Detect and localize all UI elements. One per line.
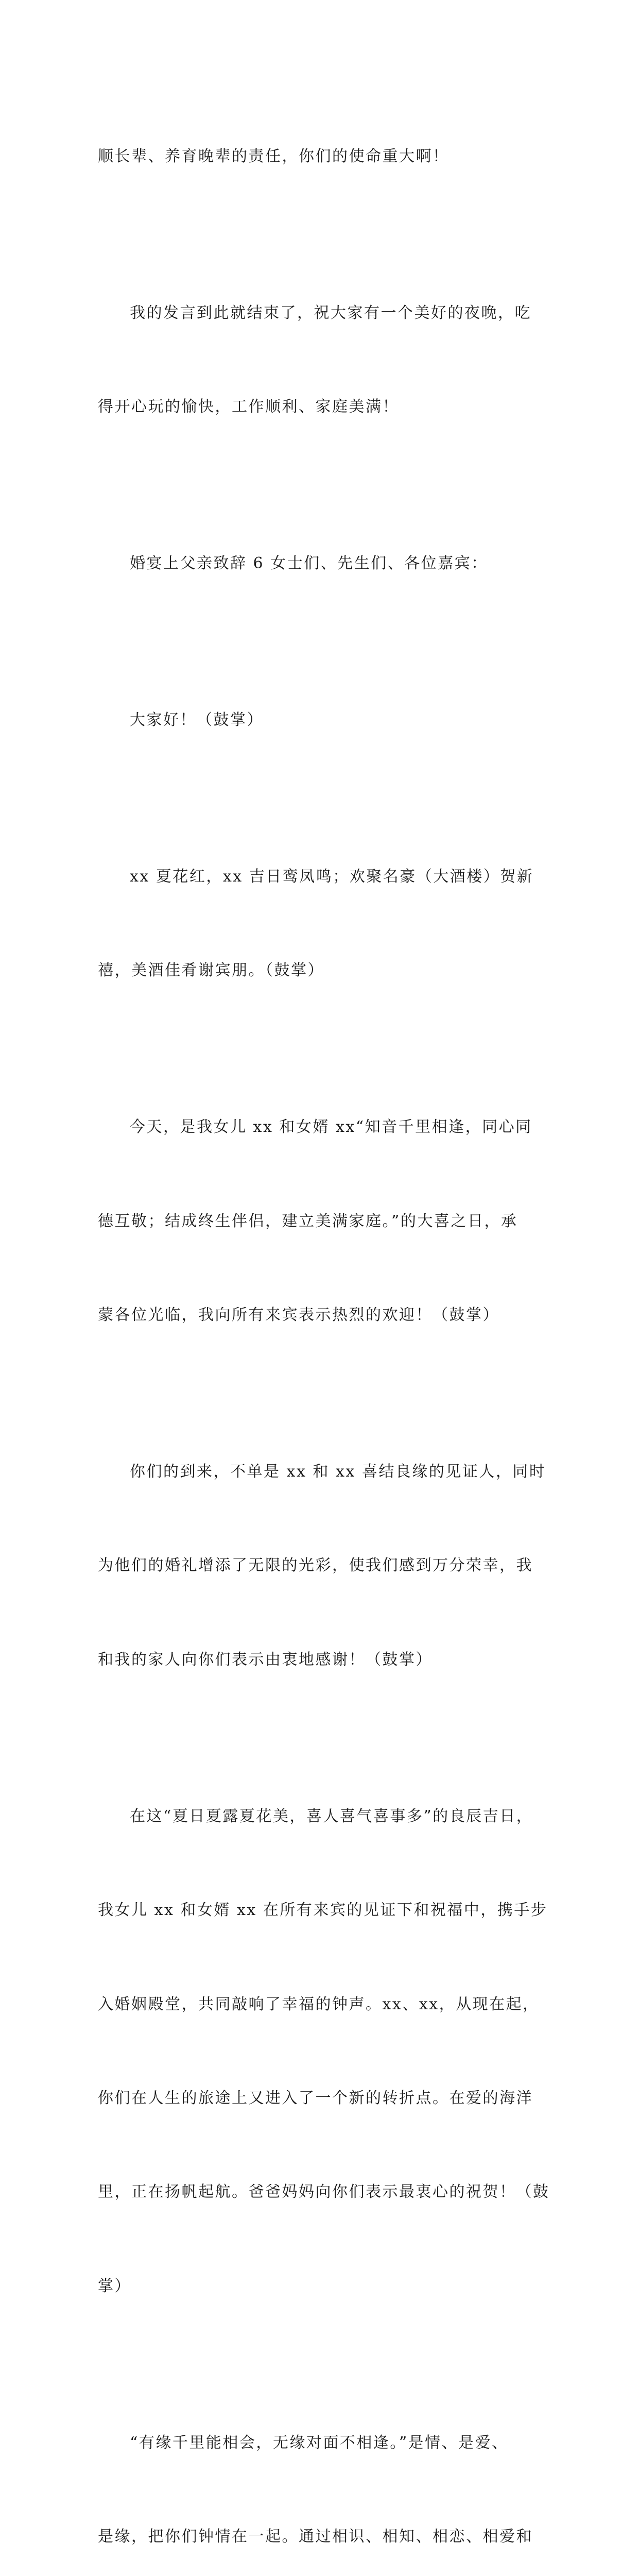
- text-line: 掌）: [98, 2277, 131, 2295]
- text-line: 入婚姻殿堂，共同敲响了幸福的钟声。xx、xx，从现在起，: [98, 1995, 540, 2013]
- paragraph: [98, 799, 539, 1049]
- text-line: 为他们的婚礼增添了无限的光彩，使我们感到万分荣幸，我: [98, 1556, 533, 1575]
- text-line: 蒙各位光临，我向所有来宾表示热烈的欢迎！（鼓掌）: [98, 1306, 499, 1325]
- paragraph: [98, 1738, 550, 2365]
- text-line: 德互敬；结成终生伴侣，建立美满家庭。”的大喜之日，承: [98, 1212, 518, 1230]
- text-line: 禧，美酒佳肴谢宾朋。（鼓掌）: [98, 961, 324, 980]
- text-line: 你们在人生的旅途上又进入了一个新的转折点。在爱的海洋: [98, 2089, 533, 2107]
- text-line: 你们的到来，不单是 xx 和 xx 喜结良缘的见证人，同时: [130, 1463, 546, 1481]
- paragraph: [98, 235, 539, 485]
- text-line: 里，正在扬帆起航。爸爸妈妈向你们表示最衷心的祝贺！（鼓: [98, 2183, 550, 2201]
- text-line: xx 夏花红，xx 吉日鸾凤鸣；欢聚名豪（大酒楼）贺新: [130, 867, 534, 886]
- text-line: 和我的家人向你们表示由衷地感谢！（鼓掌）: [98, 1650, 433, 1669]
- text-line: 婚宴上父亲致辞 6 女士们、先生们、各位嘉宾：: [130, 554, 488, 572]
- text-line: 大家好！（鼓掌）: [130, 710, 264, 729]
- text-line: 我女儿 xx 和女婿 xx 在所有来宾的见证下和祝福中，携手步: [98, 1901, 548, 1920]
- paragraph: [98, 642, 539, 799]
- paragraph: [98, 78, 539, 235]
- text-line: 在这“夏日夏露夏花美，喜人喜气喜事多”的良辰吉日，: [130, 1807, 533, 1825]
- text-line: “有缘千里能相会，无缘对面不相逢。”是情、是爱、: [130, 2433, 509, 2452]
- text-line: 顺长辈、养育晚辈的责任，你们的使命重大啊！: [98, 147, 450, 165]
- text-line: 是缘，把你们钟情在一起。通过相识、相知、相恋、相爱和: [98, 2528, 533, 2546]
- paragraph: [98, 1049, 539, 1394]
- paragraph: [98, 485, 539, 642]
- text-line: 得开心玩的愉快，工作顺利、家庭美满！: [98, 397, 399, 416]
- paragraph: [98, 1394, 546, 1738]
- text-line: 今天，是我女儿 xx 和女婿 xx“知音千里相逢，同心同: [130, 1118, 532, 1137]
- paragraph: [98, 2365, 539, 2576]
- text-line: 我的发言到此就结束了，祝大家有一个美好的夜晚，吃: [130, 303, 531, 322]
- document-body: [98, 78, 550, 2576]
